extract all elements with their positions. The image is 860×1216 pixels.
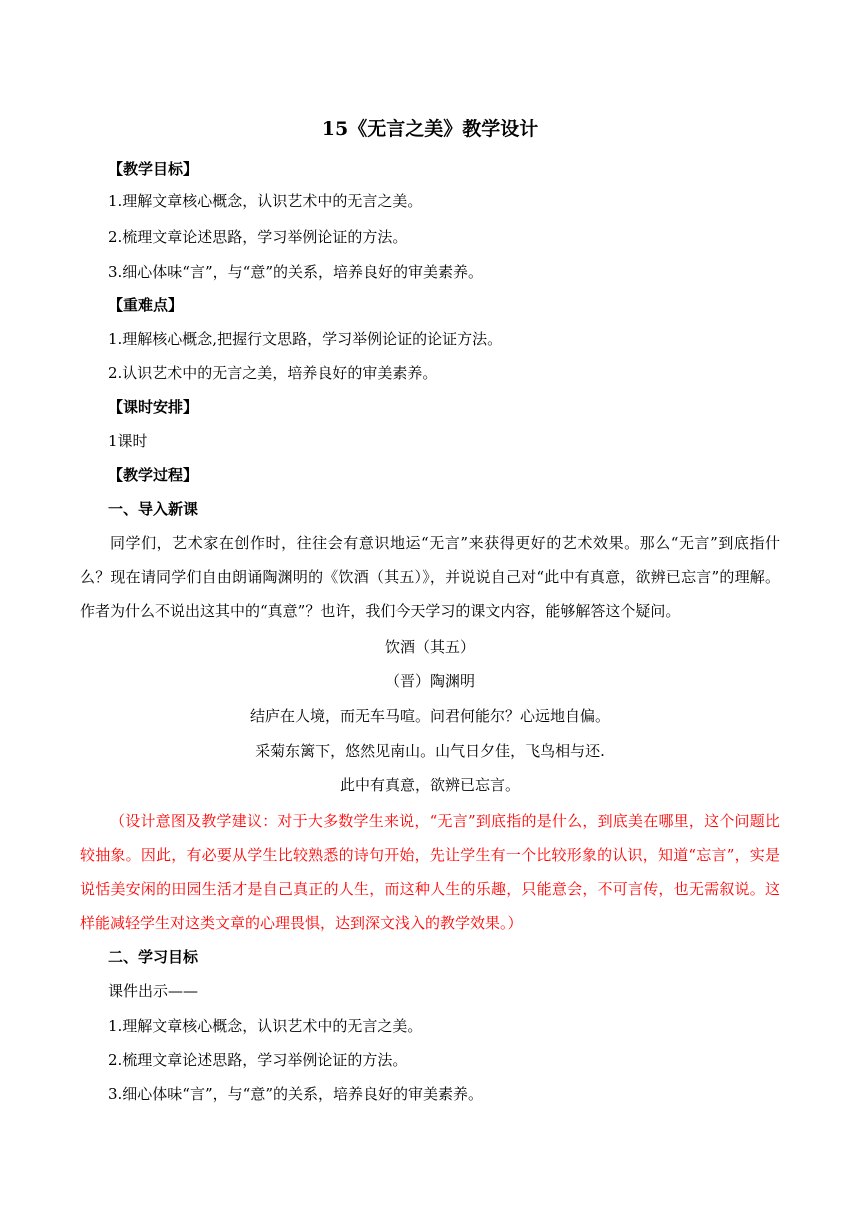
section-heading-goals: 二、学习目标 <box>108 948 199 966</box>
poem-title: 饮酒（其五） <box>384 638 475 656</box>
poem-line: 采菊东篱下，悠然见南山。山气日夕佳，飞鸟相与还. <box>255 742 605 760</box>
key-point-item: 1.理解核心概念,把握行文思路，学习举例论证的论证方法。 <box>108 330 503 348</box>
goal-item: 3.细心体味“言”，与“意”的关系，培养良好的审美素养。 <box>108 1085 483 1103</box>
goals-heading: 【教学目标】 <box>108 160 199 178</box>
schedule-text: 1课时 <box>108 432 148 450</box>
goal-item: 1.理解文章核心概念，认识艺术中的无言之美。 <box>108 192 423 210</box>
courseware-label: 课件出示—— <box>108 982 199 1000</box>
poem-line: 结庐在人境，而无车马喧。问君何能尔？心远地自偏。 <box>249 707 610 725</box>
intro-paragraph: 同学们，艺术家在创作时，往往会有意识地运“无言”来获得更好的艺术效果。那么“无言”到底指什么？现在请同学们自由朗诵陶渊明的《饮酒（其五）》，并说说自己对“此中有真意，欲辨已忘言”的理解。作者为什么不说出这其中的“真意”？也许，我们今天学习的课文内容，能够解答这个疑问。 <box>80 534 780 620</box>
goal-item: 2.梳理文章论述思路，学习举例论证的方法。 <box>108 228 408 246</box>
poem-line: 此中有真意，欲辨已忘言。 <box>339 776 520 794</box>
poem-author: （晋）陶渊明 <box>384 672 475 690</box>
key-points-heading: 【重难点】 <box>108 296 184 314</box>
section-heading-intro: 一、导入新课 <box>108 500 199 518</box>
goal-item: 2.梳理文章论述思路，学习举例论证的方法。 <box>108 1051 408 1069</box>
document-title: 15《无言之美》教学设计 <box>321 118 539 140</box>
goal-item: 1.理解文章核心概念，认识艺术中的无言之美。 <box>108 1017 423 1035</box>
key-point-item: 2.认识艺术中的无言之美，培养良好的审美素养。 <box>108 364 438 382</box>
design-note: （设计意图及教学建议：对于大多数学生来说，“无言”到底指的是什么，到底美在哪里，这个问题比较抽象。因此，有必要从学生比较熟悉的诗句开始，先让学生有一个比较形象的认识，知道“忘言”，实是说恬美安闲的田园生活才是自己真正的人生，而这种人生的乐趣，只能意会，不可言传，也无需叙说。这样能减轻学生对这类文章的心理畏惧，达到深文浅入的教学效果。） <box>80 812 780 932</box>
process-heading: 【教学过程】 <box>108 466 199 484</box>
goal-item: 3.细心体味“言”，与“意”的关系，培养良好的审美素养。 <box>108 263 483 281</box>
schedule-heading: 【课时安排】 <box>108 398 199 416</box>
